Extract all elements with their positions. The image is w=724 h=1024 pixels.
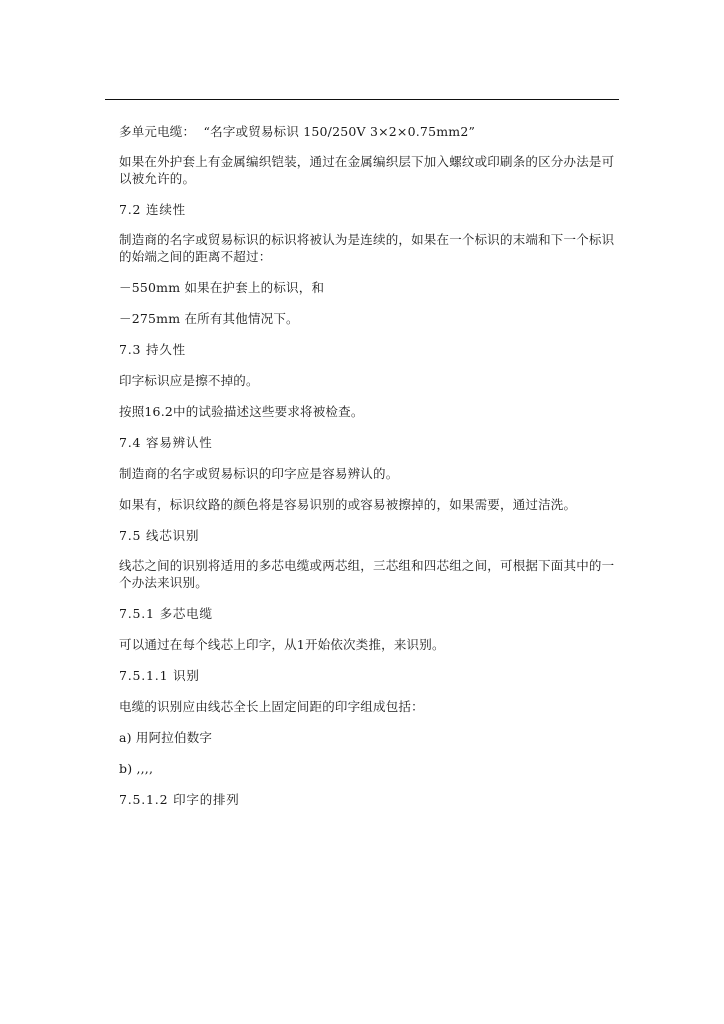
section-heading-7-3: 7.3 持久性 [119,342,186,357]
armour-marking-paragraph: 如果在外护套上有金属编织铠装，通过在金属编织层下加入螺纹或印刷条的区分办法是可以被允许的。 [119,154,615,186]
section-heading-7-2: 7.2 连续性 [119,202,186,217]
list-item-550mm: －550mm 如果在护套上的标识，和 [119,280,325,295]
list-item-a: a) 用阿拉伯数字 [119,730,213,745]
durability-paragraph: 印字标识应是擦不掉的。 [119,373,259,388]
identification-paragraph: 电缆的识别应由线芯全长上固定间距的印字组成包括： [119,699,424,714]
section-heading-7-4: 7.4 容易辨认性 [119,435,213,450]
test-reference-paragraph: 按照16.2中的试验描述这些要求将被检查。 [119,404,364,419]
section-heading-7-5-1: 7.5.1 多芯电缆 [119,606,213,621]
section-heading-7-5: 7.5 线芯识别 [119,528,200,543]
numbering-paragraph: 可以通过在每个线芯上印字，从1开始依次类推，来识别。 [119,637,445,652]
section-heading-7-5-1-2: 7.5.1.2 印字的排列 [119,792,240,807]
continuity-paragraph: 制造商的名字或贸易标识的标识将被认为是连续的，如果在一个标识的末端和下一个标识的始端之间的距离不超过： [119,232,615,264]
marking-colour-paragraph: 如果有，标识纹路的颜色将是容易识别的或容易被擦掉的，如果需要，通过洁洗。 [119,497,577,512]
multi-unit-cable-example: 多单元电缆： “名字或贸易标识 150/250V 3×2×0.75mm2” [119,124,476,139]
list-item-275mm: －275mm 在所有其他情况下。 [119,311,299,326]
core-identification-paragraph: 线芯之间的识别将适用的多芯电缆或两芯组，三芯组和四芯组之间，可根据下面其中的一个办法来识别。 [119,558,615,590]
list-item-b: b) ,,,, [119,761,154,776]
document-body [119,122,619,821]
top-horizontal-rule [105,99,619,100]
legibility-paragraph: 制造商的名字或贸易标识的印字应是容易辨认的。 [119,466,399,481]
section-heading-7-5-1-1: 7.5.1.1 识别 [119,668,200,683]
